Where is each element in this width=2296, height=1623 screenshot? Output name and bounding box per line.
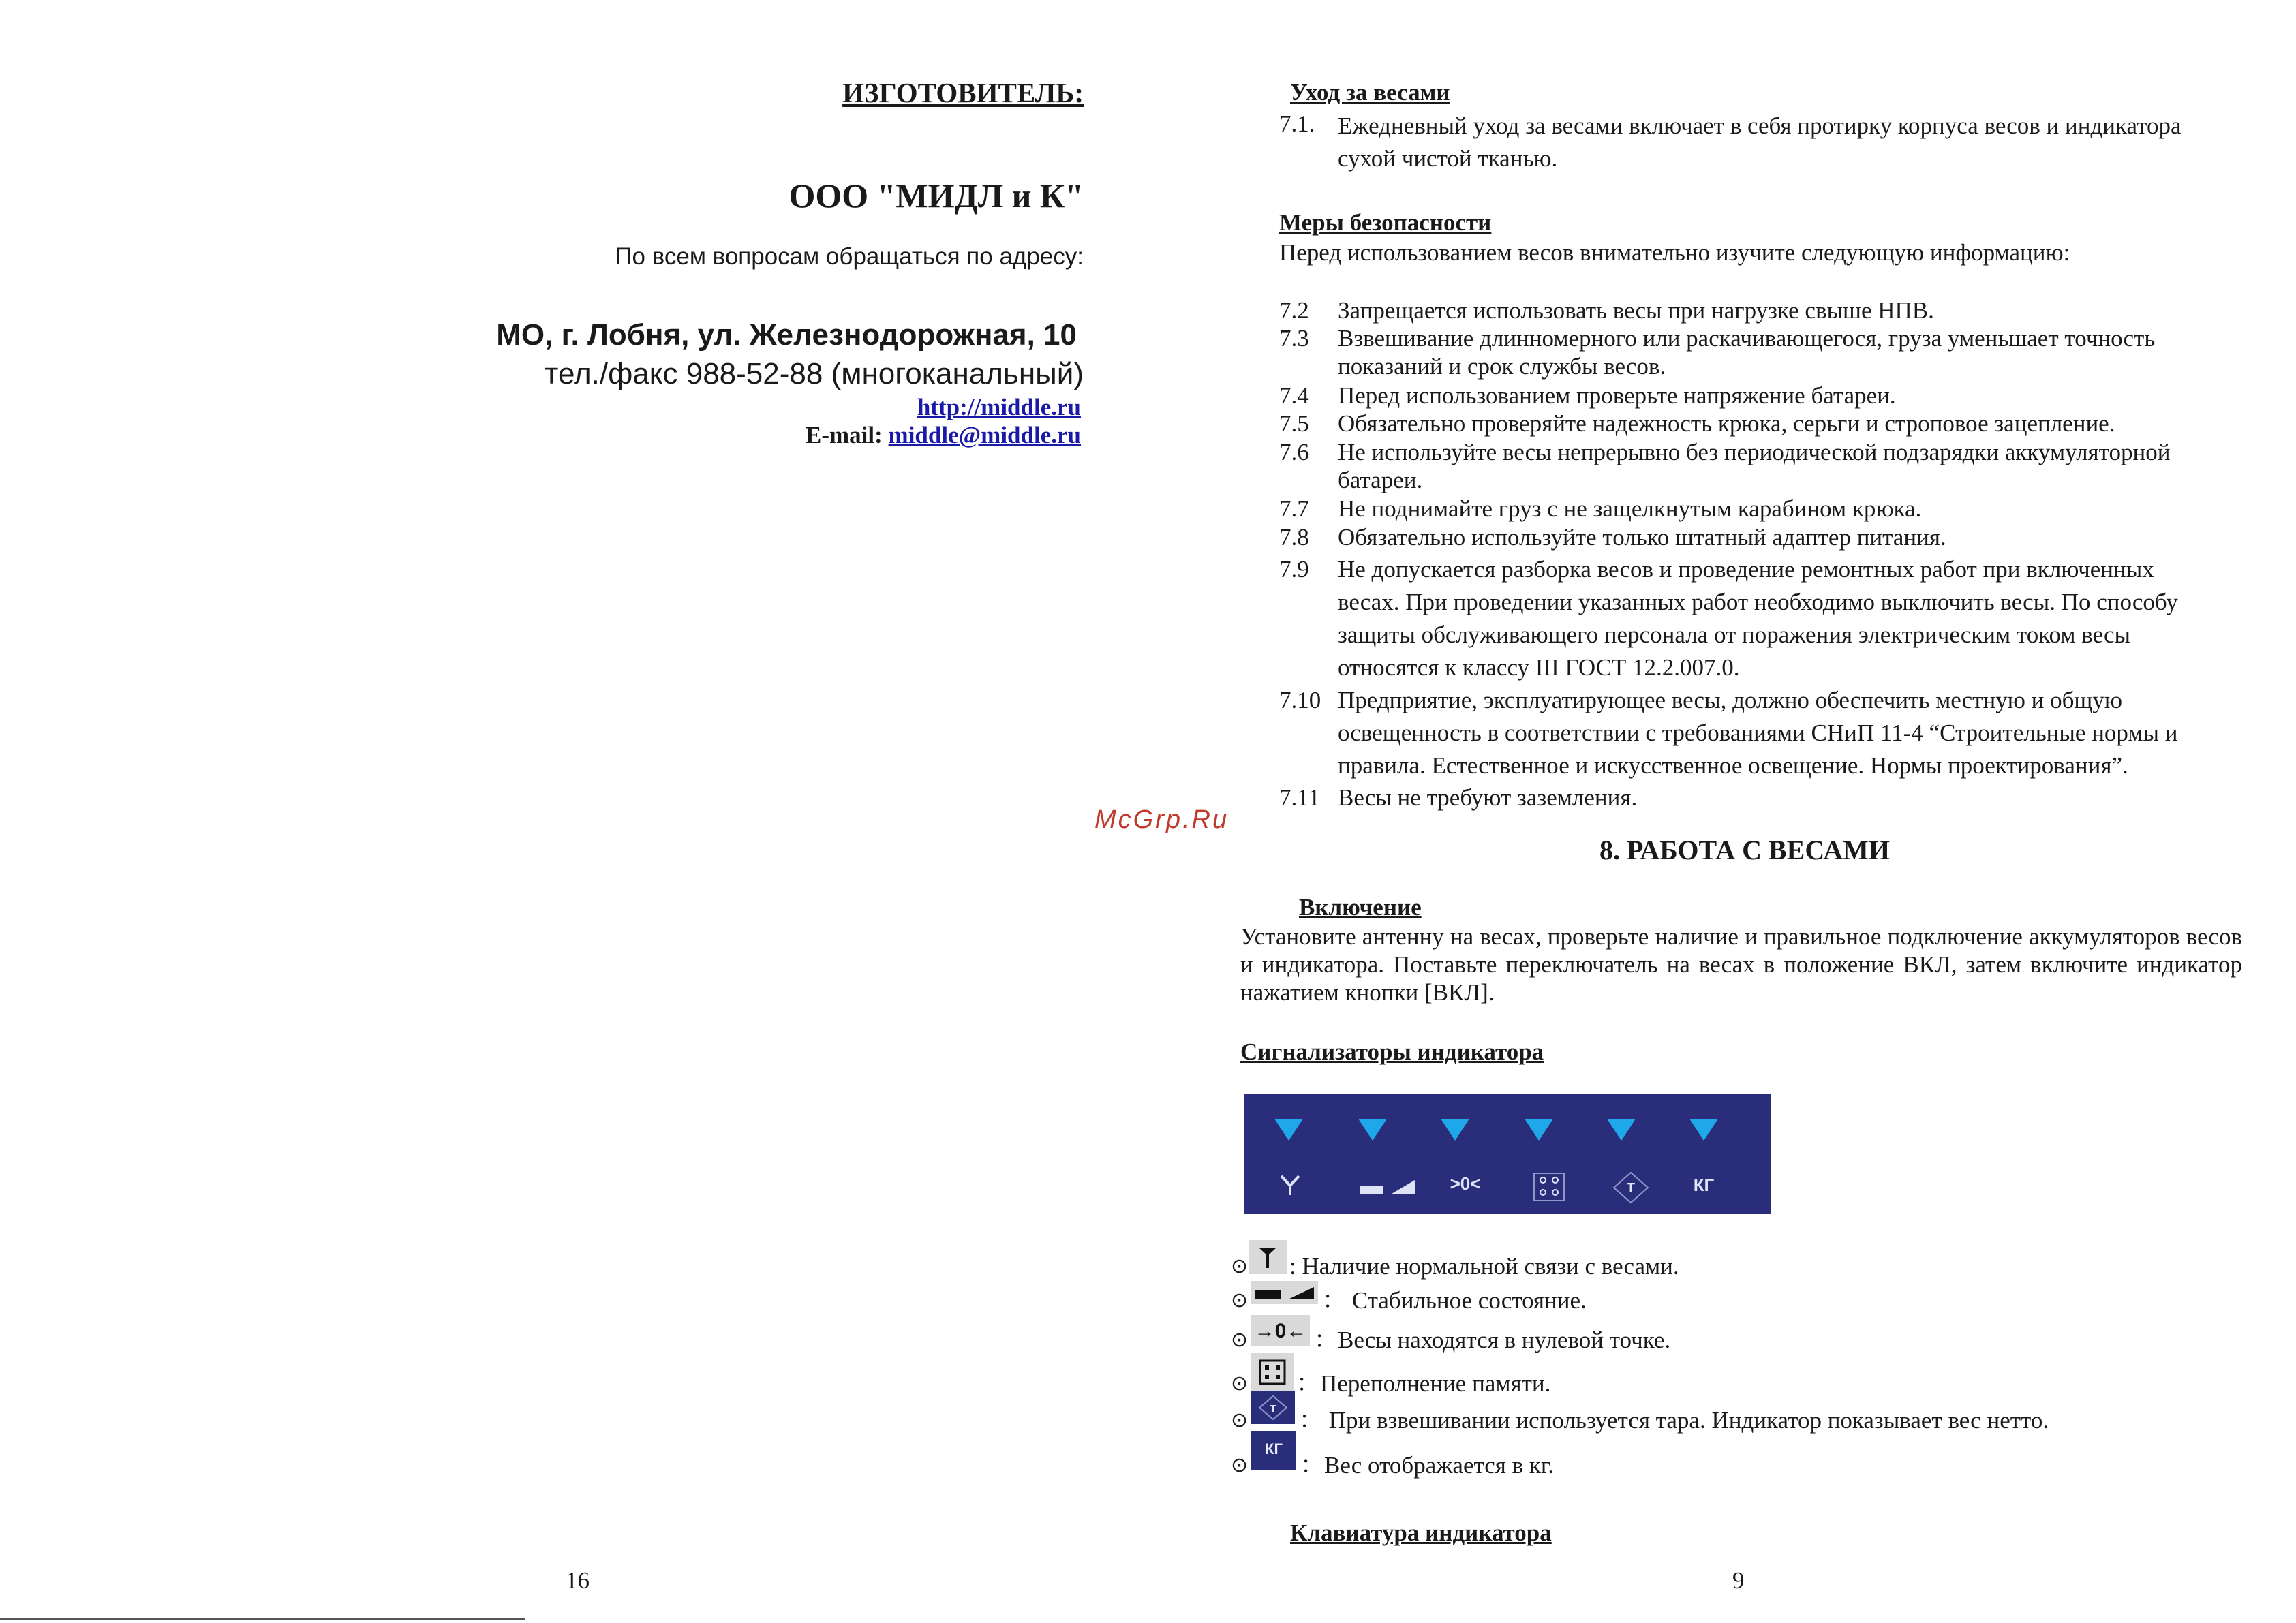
keyboard-heading: Клавиатура индикатора	[1290, 1519, 1552, 1546]
indicator-triangle-icon	[1689, 1119, 1718, 1141]
manufacturer-heading: ИЗГОТОВИТЕЛЬ:	[842, 77, 1084, 108]
legend-text: ： При взвешивании используется тара. Индикатор показывает вес нетто.	[1299, 1407, 2049, 1434]
safety-intro: Перед использованием весов внимательно изучите следующую информацию:	[1279, 239, 2070, 266]
item-text: Весы не требуют заземления.	[1338, 784, 1638, 811]
item-number: 7.3	[1279, 325, 1309, 352]
indicator-triangle-icon	[1358, 1119, 1387, 1141]
legend-item-stable	[1231, 1278, 2117, 1312]
legend-text: ： Стабильное состояние.	[1322, 1287, 1587, 1314]
legend-text: : Наличие нормальной связи с весами.	[1289, 1253, 1679, 1280]
item-text: Перед использованием проверьте напряжение батареи.	[1338, 382, 1896, 409]
email-link[interactable]: middle@middle.ru	[888, 422, 1081, 448]
bullet-icon: ⊙	[1231, 1328, 1249, 1352]
bullet-icon: ⊙	[1231, 1254, 1249, 1278]
care-item-number: 7.1.	[1279, 110, 1315, 137]
item-text: Обязательно используйте только штатный адаптер питания.	[1338, 524, 1946, 551]
email-label: E-mail:	[806, 422, 883, 448]
power-on-text: Установите антенну на весах, проверьте наличие и правильное подключение аккумуляторов весов и индикатора. Поставьте переключатель на весах в положение ВКЛ, затем включите индикатор нажатием кнопки [ВКЛ].	[1240, 923, 2242, 1006]
bullet-icon: ⊙	[1231, 1372, 1249, 1395]
legend-text: ：Переполнение памяти.	[1296, 1370, 1551, 1397]
item-text: Предприятие, эксплуатирующее весы, должно обеспечить местную и общую освещенность в соответствии с требованиями СНиП 11-4 “Строительные нормы и правила. Естественное и искусственное освещение. Нормы проектирования”.	[1338, 687, 2178, 779]
legend-item-tare	[1231, 1391, 2185, 1432]
kg-icon: КГ	[1251, 1431, 1296, 1470]
memory-icon	[1533, 1172, 1565, 1202]
item-number: 7.4	[1279, 382, 1309, 409]
address: МО, г. Лобня, ул. Железнодорожная, 10	[496, 318, 1077, 352]
item-number: 7.5	[1279, 410, 1309, 437]
indicator-triangle-icon	[1607, 1119, 1636, 1141]
signals-heading: Сигнализаторы индикатора	[1240, 1038, 1544, 1065]
stable-icon	[1359, 1177, 1416, 1195]
legend-text: ：Вес отображается в кг.	[1300, 1452, 1555, 1479]
page-divider-line	[0, 1618, 525, 1620]
page-number-right: 9	[1732, 1567, 1745, 1594]
item-number: 7.8	[1279, 524, 1309, 551]
item-text: Обязательно проверяйте надежность крюка, серьги и строповое зацепление.	[1338, 410, 2115, 437]
item-text: Не поднимайте груз с не защелкнутым карабином крюка.	[1338, 495, 1922, 522]
item-number: 7.2	[1279, 297, 1309, 324]
website-row	[613, 394, 1081, 421]
zero-icon: >0<	[1450, 1173, 1481, 1194]
item-text: Не используйте весы непрерывно без периодической подзарядки аккумуляторной батареи.	[1338, 439, 2171, 493]
website-link[interactable]: http://middle.ru	[917, 394, 1081, 420]
legend-item-zero	[1231, 1315, 2117, 1356]
item-text: Не допускается разборка весов и проведение ремонтных работ при включенных весах. При проведении указанных работ необходимо выключить весы. По способу защиты обслуживающего персонала от поражения электрическим током весы относятся к классу III ГОСТ 12.2.007.0.	[1338, 556, 2178, 681]
kg-icon: КГ	[1693, 1175, 1715, 1195]
bullet-icon: ⊙	[1231, 1288, 1249, 1312]
legend-item-memory	[1231, 1353, 2117, 1397]
care-heading: Уход за весами	[1290, 79, 1450, 106]
indicator-triangle-icon	[1525, 1119, 1553, 1141]
item-text: Взвешивание длинномерного или раскачивающегося, груза уменьшает точность показаний и срок службы весов.	[1338, 325, 2156, 380]
contact-intro: По всем вопросам обращаться по адресу:	[615, 243, 1084, 270]
safety-heading: Меры безопасности	[1279, 209, 1492, 236]
item-number: 7.10	[1279, 687, 1321, 713]
tare-icon	[1612, 1171, 1650, 1205]
bullet-icon: ⊙	[1231, 1408, 1249, 1432]
item-number: 7.6	[1279, 439, 1309, 465]
stable-icon	[1251, 1281, 1318, 1304]
legend-item-antenna	[1231, 1240, 2117, 1281]
item-number: 7.9	[1279, 556, 1309, 583]
zero-icon: →0←	[1251, 1315, 1310, 1346]
legend-item-kg	[1231, 1431, 2117, 1479]
antenna-icon	[1249, 1240, 1287, 1274]
svg-text:T: T	[1270, 1404, 1276, 1415]
phone: тел./факс 988-52-88 (многоканальный)	[545, 357, 1084, 390]
power-on-heading: Включение	[1299, 894, 1422, 921]
svg-text:T: T	[1626, 1181, 1636, 1196]
item-number: 7.11	[1279, 784, 1320, 811]
watermark: McGrp.Ru	[1095, 805, 1229, 834]
bullet-icon: ⊙	[1231, 1453, 1249, 1477]
indicator-triangle-icon	[1441, 1119, 1469, 1141]
email-row	[613, 422, 1081, 449]
indicator-triangle-icon	[1274, 1119, 1303, 1141]
company-name: ООО "МИДЛ и К"	[789, 176, 1084, 215]
antenna-icon	[1279, 1173, 1302, 1196]
tare-icon	[1251, 1391, 1295, 1424]
section-title: 8. РАБОТА С ВЕСАМИ	[1599, 835, 1890, 865]
memory-icon	[1251, 1353, 1294, 1391]
safety-list	[1279, 0, 2247, 818]
item-number: 7.7	[1279, 495, 1309, 522]
indicator-panel	[1244, 1094, 1771, 1214]
page-number-left: 16	[566, 1567, 590, 1594]
care-item-text: Ежедневный уход за весами включает в себя протирку корпуса весов и индикатора сухой чистой тканью.	[1338, 112, 2182, 172]
item-text: Запрещается использовать весы при нагрузке свыше НПВ.	[1338, 297, 1934, 324]
legend-text: ：Весы находятся в нулевой точке.	[1314, 1327, 1671, 1353]
